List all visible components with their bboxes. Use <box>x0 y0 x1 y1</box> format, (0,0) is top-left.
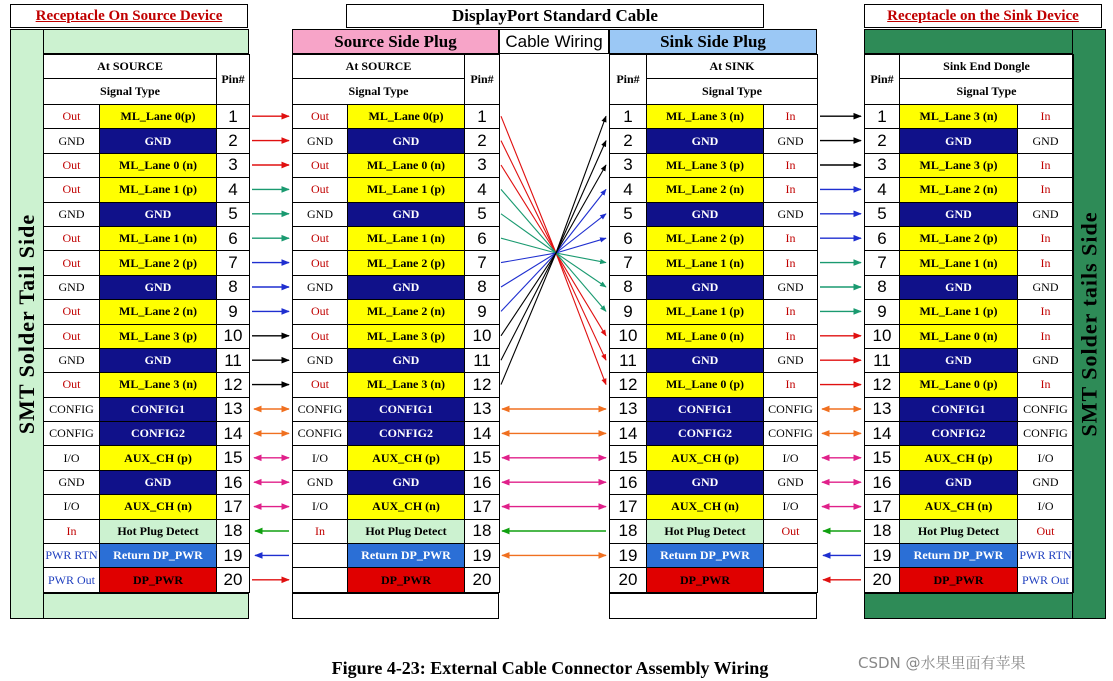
signal-name: Return DP_PWR <box>100 544 217 568</box>
pin-number: 8 <box>865 275 900 299</box>
pin-number: 7 <box>217 251 250 275</box>
pin-number: 15 <box>217 446 250 470</box>
pin-number: 1 <box>610 105 647 129</box>
signal-direction: In <box>1018 300 1074 324</box>
watermark: CSDN @水果里面有苹果 <box>858 654 1026 672</box>
signal-direction: GND <box>764 275 818 299</box>
signal-name: AUX_CH (p) <box>900 446 1018 470</box>
signal-name: ML_Lane 2 (n) <box>900 178 1018 202</box>
signal-type-header: Signal Type <box>647 79 818 105</box>
signal-name: ML_Lane 1 (p) <box>900 300 1018 324</box>
signal-direction: CONFIG <box>293 422 348 446</box>
signal-direction: I/O <box>764 446 818 470</box>
signal-name: GND <box>900 202 1018 226</box>
signal-name: CONFIG1 <box>647 397 764 421</box>
signal-direction: PWR Out <box>1018 568 1074 592</box>
signal-direction: Out <box>293 178 348 202</box>
signal-name: ML_Lane 3 (n) <box>900 105 1018 129</box>
pin-number: 9 <box>610 300 647 324</box>
pin-number: 1 <box>217 105 250 129</box>
signal-name: GND <box>900 129 1018 153</box>
signal-direction: In <box>1018 324 1074 348</box>
cable-wire <box>501 253 556 336</box>
pin-number: 12 <box>217 373 250 397</box>
signal-direction: Out <box>293 373 348 397</box>
pin-number: 13 <box>465 397 500 421</box>
pin-number: 4 <box>610 178 647 202</box>
pin-header: Pin# <box>217 55 250 105</box>
pin-number: 1 <box>465 105 500 129</box>
sink-plug-band: Sink Side Plug <box>609 29 817 54</box>
pin-number: 13 <box>217 397 250 421</box>
signal-direction: PWR RTN <box>44 544 100 568</box>
signal-name: CONFIG2 <box>647 422 764 446</box>
cable-wire <box>501 116 556 253</box>
signal-name: Return DP_PWR <box>900 544 1018 568</box>
pin-number: 8 <box>465 275 500 299</box>
signal-name: ML_Lane 2 (n) <box>348 300 465 324</box>
signal-name: GND <box>100 348 217 372</box>
signal-name: ML_Lane 1 (p) <box>100 178 217 202</box>
signal-type-header: Signal Type <box>900 79 1074 105</box>
signal-name: AUX_CH (p) <box>348 446 465 470</box>
pin-number: 16 <box>217 470 250 494</box>
signal-name: GND <box>900 348 1018 372</box>
pin-number: 16 <box>865 470 900 494</box>
pin-number: 5 <box>465 202 500 226</box>
pin-number: 19 <box>465 544 500 568</box>
signal-direction: Out <box>293 153 348 177</box>
column-title: At SOURCE <box>293 55 465 79</box>
signal-name: CONFIG1 <box>900 397 1018 421</box>
pin-number: 4 <box>865 178 900 202</box>
pin-number: 20 <box>217 568 250 592</box>
signal-direction: I/O <box>764 495 818 519</box>
pin-number: 18 <box>865 519 900 543</box>
signal-name: ML_Lane 0 (n) <box>900 324 1018 348</box>
pin-number: 6 <box>217 226 250 250</box>
signal-name: ML_Lane 0(p) <box>348 105 465 129</box>
signal-direction: CONFIG <box>44 422 100 446</box>
signal-direction: In <box>44 519 100 543</box>
column-title: Sink End Dongle <box>900 55 1074 79</box>
signal-direction: GND <box>44 470 100 494</box>
pin-number: 19 <box>865 544 900 568</box>
signal-direction: Out <box>293 226 348 250</box>
pin-number: 18 <box>217 519 250 543</box>
cable-wire <box>501 189 556 253</box>
pin-number: 17 <box>217 495 250 519</box>
cable-wire <box>556 253 606 336</box>
signal-direction: GND <box>44 275 100 299</box>
right-side-text: SMT Solder tails Side <box>1076 211 1102 437</box>
signal-direction: Out <box>293 324 348 348</box>
pin-number: 10 <box>217 324 250 348</box>
pin-number: 9 <box>865 300 900 324</box>
signal-direction: In <box>1018 105 1074 129</box>
signal-direction: Out <box>44 251 100 275</box>
signal-direction: PWR RTN <box>1018 544 1074 568</box>
pin-number: 5 <box>865 202 900 226</box>
pin-number: 5 <box>610 202 647 226</box>
signal-direction: CONFIG <box>44 397 100 421</box>
figure-caption: Figure 4-23: External Cable Connector Assembly Wiring <box>331 658 769 678</box>
signal-direction: GND <box>44 129 100 153</box>
signal-direction: In <box>1018 178 1074 202</box>
cable-wire <box>556 116 606 253</box>
pin-number: 3 <box>217 153 250 177</box>
pin-number: 20 <box>465 568 500 592</box>
signal-direction: In <box>764 178 818 202</box>
signal-name: ML_Lane 2 (p) <box>900 226 1018 250</box>
signal-name: AUX_CH (n) <box>348 495 465 519</box>
pin-header: Pin# <box>465 55 500 105</box>
column-title: At SOURCE <box>44 55 217 79</box>
signal-name: AUX_CH (p) <box>100 446 217 470</box>
signal-name: GND <box>647 348 764 372</box>
signal-name: GND <box>100 470 217 494</box>
signal-direction: GND <box>764 348 818 372</box>
signal-name: ML_Lane 3 (p) <box>348 324 465 348</box>
signal-name: CONFIG2 <box>348 422 465 446</box>
signal-type-header: Signal Type <box>293 79 465 105</box>
signal-name: GND <box>348 275 465 299</box>
signal-name: ML_Lane 2 (p) <box>647 226 764 250</box>
signal-direction: In <box>764 300 818 324</box>
signal-name: AUX_CH (n) <box>900 495 1018 519</box>
pin-number: 18 <box>610 519 647 543</box>
pin-number: 20 <box>865 568 900 592</box>
pin-number: 11 <box>465 348 500 372</box>
signal-direction: I/O <box>44 495 100 519</box>
signal-direction: GND <box>764 129 818 153</box>
column-title: At SINK <box>647 55 818 79</box>
signal-direction: In <box>764 324 818 348</box>
signal-direction: CONFIG <box>1018 422 1074 446</box>
signal-direction: CONFIG <box>293 397 348 421</box>
signal-name: GND <box>900 470 1018 494</box>
signal-direction: GND <box>293 129 348 153</box>
pin-number: 11 <box>865 348 900 372</box>
cable-wire <box>501 165 556 253</box>
signal-name: GND <box>348 348 465 372</box>
cable-wire <box>556 253 606 360</box>
source-plug-band: Source Side Plug <box>292 29 499 54</box>
pin-number: 15 <box>465 446 500 470</box>
signal-direction: GND <box>1018 275 1074 299</box>
signal-name: ML_Lane 2 (p) <box>348 251 465 275</box>
signal-direction: GND <box>293 202 348 226</box>
signal-name: DP_PWR <box>348 568 465 592</box>
pin-number: 2 <box>865 129 900 153</box>
signal-name: ML_Lane 1 (n) <box>100 226 217 250</box>
pin-number: 18 <box>465 519 500 543</box>
pin-number: 6 <box>465 226 500 250</box>
signal-direction: Out <box>44 105 100 129</box>
cable-wire <box>501 141 556 253</box>
signal-direction: In <box>764 373 818 397</box>
cable-wire <box>556 189 606 253</box>
signal-name: Hot Plug Detect <box>647 519 764 543</box>
signal-name: GND <box>900 275 1018 299</box>
pin-number: 7 <box>865 251 900 275</box>
signal-direction: In <box>764 251 818 275</box>
signal-name: ML_Lane 1 (n) <box>647 251 764 275</box>
pin-number: 15 <box>610 446 647 470</box>
pin-number: 16 <box>465 470 500 494</box>
signal-name: CONFIG1 <box>348 397 465 421</box>
signal-name: GND <box>348 202 465 226</box>
signal-name: ML_Lane 2 (p) <box>100 251 217 275</box>
pin-number: 20 <box>610 568 647 592</box>
pin-number: 2 <box>217 129 250 153</box>
signal-name: AUX_CH (n) <box>100 495 217 519</box>
pin-number: 9 <box>465 300 500 324</box>
pin-number: 12 <box>865 373 900 397</box>
signal-direction: GND <box>44 202 100 226</box>
pin-header: Pin# <box>865 55 900 105</box>
signal-direction: GND <box>293 348 348 372</box>
signal-name: GND <box>647 470 764 494</box>
signal-direction: In <box>764 226 818 250</box>
pin-number: 13 <box>610 397 647 421</box>
signal-direction: CONFIG <box>764 422 818 446</box>
pin-number: 5 <box>217 202 250 226</box>
signal-name: GND <box>100 129 217 153</box>
signal-direction: In <box>293 519 348 543</box>
pin-number: 14 <box>865 422 900 446</box>
signal-name: DP_PWR <box>100 568 217 592</box>
signal-name: AUX_CH (n) <box>647 495 764 519</box>
signal-name: Hot Plug Detect <box>348 519 465 543</box>
signal-name: ML_Lane 0 (p) <box>900 373 1018 397</box>
signal-name: GND <box>647 275 764 299</box>
signal-direction: GND <box>293 470 348 494</box>
cable-wire <box>501 253 556 385</box>
signal-name: ML_Lane 1 (p) <box>348 178 465 202</box>
signal-name: GND <box>647 202 764 226</box>
pin-number: 17 <box>865 495 900 519</box>
signal-direction: Out <box>293 105 348 129</box>
signal-name: ML_Lane 1 (p) <box>647 300 764 324</box>
signal-type-header: Signal Type <box>44 79 217 105</box>
signal-name: CONFIG2 <box>100 422 217 446</box>
signal-name: ML_Lane 3 (n) <box>348 373 465 397</box>
signal-name: ML_Lane 3 (p) <box>647 153 764 177</box>
signal-direction: Out <box>44 373 100 397</box>
pin-header: Pin# <box>610 55 647 105</box>
signal-direction: In <box>1018 226 1074 250</box>
pin-number: 17 <box>610 495 647 519</box>
signal-name: ML_Lane 0 (p) <box>647 373 764 397</box>
signal-direction: Out <box>44 153 100 177</box>
pin-number: 14 <box>465 422 500 446</box>
signal-name: GND <box>100 202 217 226</box>
source-receptacle-title: Receptacle On Source Device <box>10 4 248 28</box>
pin-number: 16 <box>610 470 647 494</box>
signal-direction: GND <box>764 202 818 226</box>
pin-number: 2 <box>610 129 647 153</box>
signal-direction: In <box>1018 251 1074 275</box>
pin-number: 11 <box>610 348 647 372</box>
signal-name: ML_Lane 3 (n) <box>647 105 764 129</box>
pin-number: 10 <box>865 324 900 348</box>
pin-number: 8 <box>610 275 647 299</box>
signal-direction: Out <box>293 300 348 324</box>
signal-direction: GND <box>1018 470 1074 494</box>
pin-number: 8 <box>217 275 250 299</box>
cable-wire <box>556 253 606 385</box>
pin-number: 12 <box>465 373 500 397</box>
pin-number: 4 <box>217 178 250 202</box>
signal-name: ML_Lane 2 (n) <box>100 300 217 324</box>
pin-number: 19 <box>610 544 647 568</box>
signal-direction: GND <box>764 470 818 494</box>
cable-wiring-band: Cable Wiring <box>499 29 609 54</box>
signal-direction: GND <box>1018 202 1074 226</box>
signal-direction: CONFIG <box>1018 397 1074 421</box>
signal-name: GND <box>100 275 217 299</box>
signal-name: Hot Plug Detect <box>100 519 217 543</box>
signal-name: ML_Lane 1 (n) <box>900 251 1018 275</box>
pin-number: 13 <box>865 397 900 421</box>
signal-name: ML_Lane 0 (n) <box>100 153 217 177</box>
pin-number: 14 <box>610 422 647 446</box>
signal-name: ML_Lane 3 (p) <box>100 324 217 348</box>
signal-name: DP_PWR <box>900 568 1018 592</box>
signal-direction: I/O <box>293 495 348 519</box>
pin-number: 17 <box>465 495 500 519</box>
signal-direction: PWR Out <box>44 568 100 592</box>
left-side-text: SMT Solder Tail Side <box>14 213 40 435</box>
pin-number: 7 <box>465 251 500 275</box>
signal-name: DP_PWR <box>647 568 764 592</box>
signal-name: CONFIG2 <box>900 422 1018 446</box>
signal-direction: I/O <box>1018 446 1074 470</box>
signal-direction: Out <box>44 324 100 348</box>
pin-number: 6 <box>865 226 900 250</box>
signal-name: ML_Lane 0 (n) <box>647 324 764 348</box>
signal-name: AUX_CH (p) <box>647 446 764 470</box>
signal-name: GND <box>348 129 465 153</box>
signal-direction: Out <box>44 178 100 202</box>
signal-direction: In <box>1018 373 1074 397</box>
signal-direction: Out <box>1018 519 1074 543</box>
pin-number: 10 <box>465 324 500 348</box>
signal-direction: Out <box>44 226 100 250</box>
pin-number: 12 <box>610 373 647 397</box>
pin-number: 10 <box>610 324 647 348</box>
signal-name: Return DP_PWR <box>348 544 465 568</box>
signal-direction: I/O <box>44 446 100 470</box>
signal-name: ML_Lane 0(p) <box>100 105 217 129</box>
pin-number: 9 <box>217 300 250 324</box>
signal-name: Return DP_PWR <box>647 544 764 568</box>
signal-direction: In <box>1018 153 1074 177</box>
signal-direction: GND <box>1018 129 1074 153</box>
signal-name: ML_Lane 1 (n) <box>348 226 465 250</box>
signal-direction: Out <box>44 300 100 324</box>
pin-number: 3 <box>610 153 647 177</box>
signal-name: Hot Plug Detect <box>900 519 1018 543</box>
signal-direction: Out <box>764 519 818 543</box>
signal-direction: Out <box>293 251 348 275</box>
signal-direction: GND <box>44 348 100 372</box>
signal-direction: CONFIG <box>764 397 818 421</box>
signal-direction: In <box>764 153 818 177</box>
cable-wire <box>556 141 606 253</box>
sink-receptacle-title: Receptacle on the Sink Device <box>864 4 1102 28</box>
pin-number: 3 <box>865 153 900 177</box>
signal-name: ML_Lane 2 (n) <box>647 178 764 202</box>
cable-wire <box>501 253 556 360</box>
signal-name: ML_Lane 3 (p) <box>900 153 1018 177</box>
pin-number: 4 <box>465 178 500 202</box>
signal-name: GND <box>647 129 764 153</box>
cable-title: DisplayPort Standard Cable <box>346 4 764 28</box>
pin-number: 15 <box>865 446 900 470</box>
pin-number: 6 <box>610 226 647 250</box>
signal-direction: GND <box>293 275 348 299</box>
signal-direction: In <box>764 105 818 129</box>
pin-number: 7 <box>610 251 647 275</box>
pin-number: 1 <box>865 105 900 129</box>
cable-wire <box>556 165 606 253</box>
pin-number: 11 <box>217 348 250 372</box>
signal-direction: I/O <box>293 446 348 470</box>
pin-number: 19 <box>217 544 250 568</box>
signal-direction: I/O <box>1018 495 1074 519</box>
pin-number: 3 <box>465 153 500 177</box>
pin-number: 14 <box>217 422 250 446</box>
signal-direction: GND <box>1018 348 1074 372</box>
signal-name: GND <box>348 470 465 494</box>
signal-name: ML_Lane 3 (n) <box>100 373 217 397</box>
signal-name: CONFIG1 <box>100 397 217 421</box>
pin-number: 2 <box>465 129 500 153</box>
signal-name: ML_Lane 0 (n) <box>348 153 465 177</box>
